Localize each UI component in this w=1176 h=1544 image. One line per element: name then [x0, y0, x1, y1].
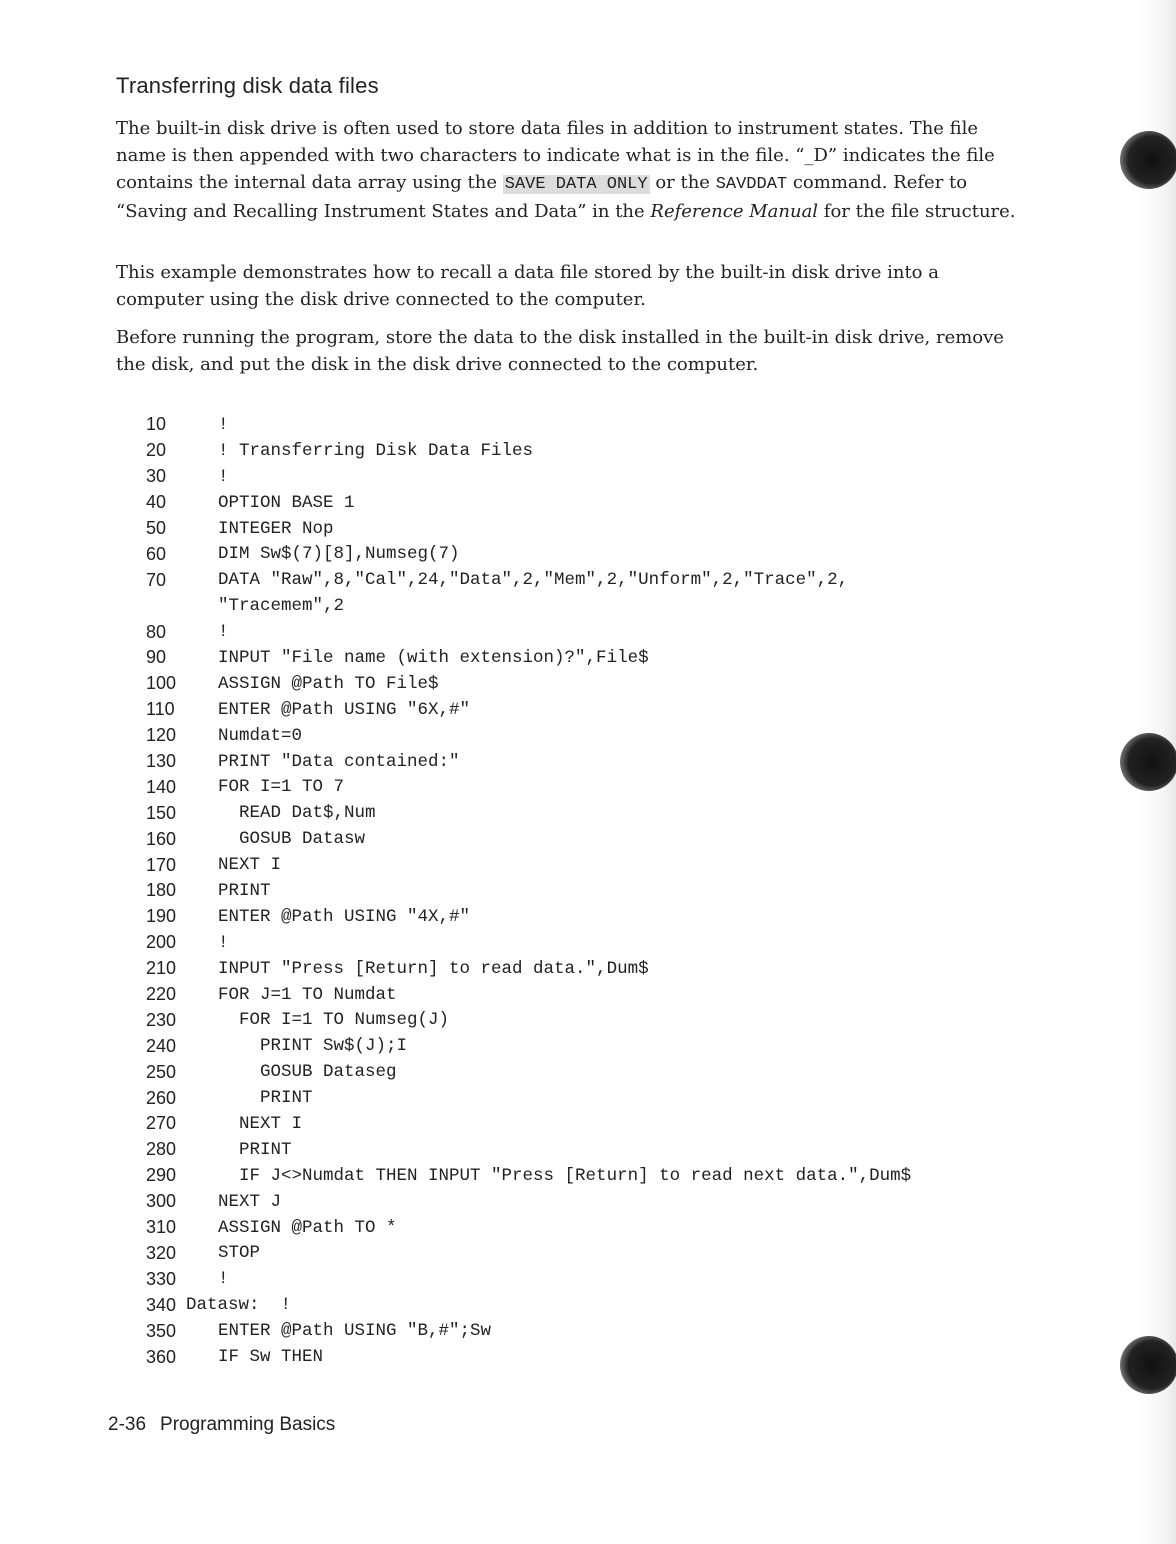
code-text: INPUT "File name (with extension)?",File$ — [218, 647, 649, 668]
code-line — [146, 749, 1026, 775]
intro-paragraph — [116, 115, 1026, 225]
line-number: 320 — [146, 1242, 177, 1263]
intro-text-4: for the file structure. — [818, 201, 1016, 222]
code-line — [146, 1266, 1026, 1292]
code-line — [146, 541, 1026, 567]
line-number: 360 — [146, 1346, 177, 1367]
code-text: Datasw: ! — [186, 1295, 292, 1316]
code-text: FOR I=1 TO 7 — [218, 777, 345, 798]
code-text: ENTER @Path USING "4X,#" — [218, 906, 471, 927]
code-line — [146, 412, 1026, 438]
line-number: 110 — [146, 699, 175, 720]
code-line — [146, 1007, 1026, 1033]
intro-text-2: or the — [649, 172, 716, 193]
line-number: 20 — [146, 440, 167, 461]
line-number: 260 — [146, 1087, 177, 1108]
line-number: 150 — [146, 802, 177, 823]
line-number: 70 — [146, 569, 167, 590]
code-text: ! — [218, 932, 229, 953]
code-line — [146, 645, 1026, 671]
code-text: OPTION BASE 1 — [218, 492, 355, 513]
code-text: GOSUB Datasw — [218, 829, 366, 850]
line-number: 220 — [146, 984, 177, 1005]
command-savddat: SAVDDAT — [715, 175, 788, 194]
code-text: NEXT I — [218, 1113, 303, 1134]
section-heading: Transferring disk data files — [116, 73, 379, 98]
code-text: GOSUB Dataseg — [218, 1062, 397, 1083]
line-number: 140 — [146, 776, 177, 797]
line-number: 180 — [146, 880, 177, 901]
line-number: 30 — [146, 466, 167, 487]
line-number: 10 — [146, 414, 167, 435]
code-text: STOP — [218, 1243, 261, 1264]
code-listing — [146, 412, 1026, 1370]
binder-hole-middle — [1120, 733, 1176, 791]
intro-text-1: The built-in disk drive is often used to store data files in addition to instrument states. The file name is then appended with two characters to indicate what is in the file. “_D” indicates the file contains the internal data array using the — [116, 118, 995, 193]
code-line — [146, 982, 1026, 1008]
page-number: 2-36 — [108, 1414, 147, 1435]
code-text: NEXT I — [218, 855, 282, 876]
code-text: READ Dat$,Num — [218, 803, 376, 824]
code-text: PRINT — [218, 1139, 292, 1160]
code-text: "Tracemem",2 — [218, 596, 345, 617]
binder-hole-bottom — [1120, 1336, 1176, 1394]
code-line — [146, 1085, 1026, 1111]
line-number: 210 — [146, 958, 177, 979]
line-number: 240 — [146, 1035, 177, 1056]
code-line — [146, 1137, 1026, 1163]
page-footer — [108, 1414, 335, 1436]
code-text: ! — [218, 1269, 229, 1290]
line-number: 60 — [146, 543, 167, 564]
line-number: 50 — [146, 518, 167, 538]
line-number: 270 — [146, 1113, 177, 1134]
code-line — [146, 826, 1026, 852]
example-paragraph: This example demonstrates how to recall a data file stored by the built-in disk drive into a computer using the disk drive connected to the computer. — [116, 262, 939, 310]
code-line — [146, 697, 1026, 723]
code-line — [146, 852, 1026, 878]
line-number: 100 — [146, 673, 177, 694]
code-text: ASSIGN @Path TO File$ — [218, 673, 439, 694]
line-number: 230 — [146, 1009, 177, 1030]
line-number: 250 — [146, 1061, 177, 1082]
code-line — [146, 1059, 1026, 1085]
code-line — [146, 1318, 1026, 1344]
softkey-save-data-only: SAVE DATA ONLY — [504, 175, 648, 194]
line-number: 170 — [146, 854, 177, 875]
line-number: 290 — [146, 1165, 177, 1186]
code-text: ! Transferring Disk Data Files — [218, 440, 534, 461]
code-text: DATA "Raw",8,"Cal",24,"Data",2,"Mem",2,"Unform",2,"Trace",2, — [218, 570, 849, 591]
line-number: 340 — [146, 1294, 177, 1315]
line-number: 200 — [146, 932, 177, 953]
line-number: 350 — [146, 1320, 177, 1341]
code-text: ! — [218, 622, 229, 643]
code-line — [146, 1033, 1026, 1059]
code-line — [146, 516, 1026, 542]
code-line — [146, 1189, 1026, 1215]
code-line — [146, 774, 1026, 800]
code-text: PRINT — [218, 1088, 313, 1109]
code-text: DIM Sw$(7)[8],Numseg(7) — [218, 544, 460, 565]
line-number: 40 — [146, 492, 167, 513]
code-line — [146, 490, 1026, 516]
code-line — [146, 1344, 1026, 1370]
code-line — [146, 567, 1026, 593]
code-line — [146, 800, 1026, 826]
code-text: PRINT "Data contained:" — [218, 751, 460, 772]
code-line — [146, 723, 1026, 749]
code-text: FOR I=1 TO Numseg(J) — [218, 1010, 450, 1031]
code-text: INPUT "Press [Return] to read data.",Dum$ — [218, 958, 649, 979]
line-number: 120 — [146, 725, 177, 746]
code-line — [146, 1163, 1026, 1189]
code-text: INTEGER Nop — [218, 518, 334, 539]
line-number: 310 — [146, 1217, 177, 1238]
code-line — [146, 878, 1026, 904]
code-text: Numdat=0 — [218, 725, 303, 746]
code-text: IF J<>Numdat THEN INPUT "Press [Return] to read next data.",Dum$ — [218, 1165, 912, 1186]
instructions-paragraph: Before running the program, store the data to the disk installed in the built-in disk drive, remove the disk, and put the disk in the disk drive connected to the computer. — [116, 327, 1004, 375]
code-line — [146, 619, 1026, 645]
binder-hole-top — [1120, 131, 1176, 189]
code-text: ! — [218, 414, 229, 435]
code-line — [146, 904, 1026, 930]
line-number: 90 — [146, 647, 167, 668]
line-number: 190 — [146, 906, 177, 927]
code-text: ASSIGN @Path TO * — [218, 1217, 397, 1238]
footer-section-title: Programming Basics — [160, 1414, 336, 1435]
code-text: PRINT Sw$(J);I — [218, 1036, 408, 1057]
code-line — [146, 438, 1026, 464]
code-line — [146, 1241, 1026, 1267]
code-line — [146, 1111, 1026, 1137]
code-text: FOR J=1 TO Numdat — [218, 984, 397, 1005]
code-text: ! — [218, 466, 229, 487]
code-line — [146, 593, 1026, 619]
line-number: 330 — [146, 1268, 177, 1289]
code-line — [146, 956, 1026, 982]
code-line — [146, 1292, 1026, 1318]
reference-manual-title: Reference Manual — [650, 201, 819, 222]
code-text: ENTER @Path USING "6X,#" — [218, 699, 471, 720]
code-line — [146, 930, 1026, 956]
code-text: PRINT — [218, 880, 271, 901]
code-line — [146, 671, 1026, 697]
line-number: 300 — [146, 1191, 177, 1212]
line-number: 80 — [146, 621, 167, 642]
code-text: NEXT J — [218, 1191, 282, 1212]
code-line — [146, 1215, 1026, 1241]
line-number: 160 — [146, 828, 177, 849]
intro-text-3: command. Refer to “Saving and Recalling Instrument States and Data” in the — [116, 172, 968, 222]
code-text: ENTER @Path USING "B,#";Sw — [218, 1321, 492, 1342]
code-text: IF Sw THEN — [218, 1347, 324, 1367]
line-number: 130 — [146, 751, 177, 772]
line-number: 280 — [146, 1139, 177, 1160]
code-line — [146, 464, 1026, 490]
